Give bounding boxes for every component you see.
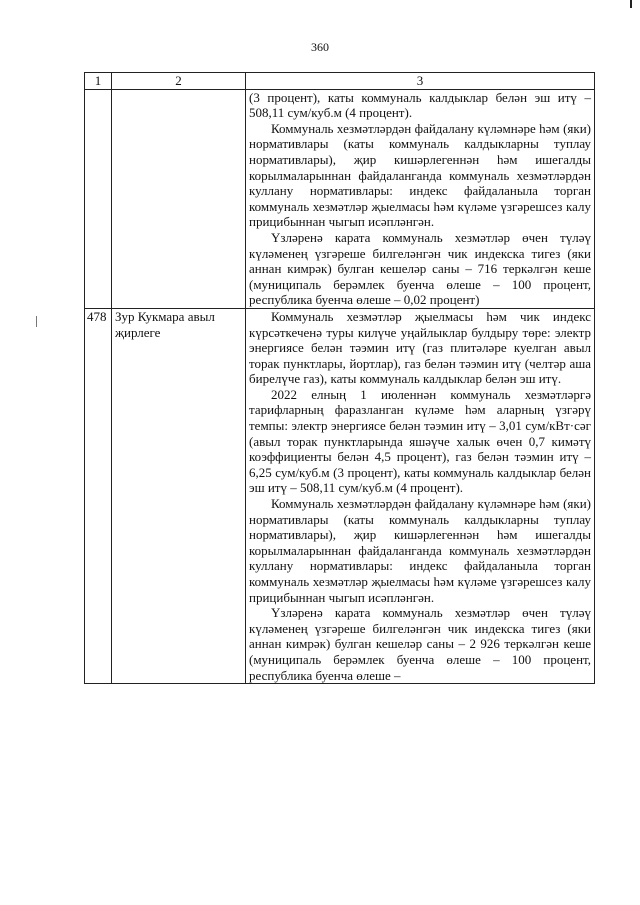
- description-paragraph: Коммуналь хезмәтләрдән файдалану күләмнәре һәм (яки) нормативлары (каты коммуналь калдыкларны туплау нормативлары), җир кишәрлегеннән һәм ишегалды корылмаларыннан файдаланганда коммуналь хезмәтләрдән куллану нормативлары: индекс файдаланыла торган коммуналь хезмәтләр җыелмасы һәм күләме үзгәрешсез калу прицибыннан чыгып исәпләнгән.: [249, 120, 591, 230]
- description-paragraph: (3 процент), каты коммуналь калдыклар белән эш итү – 508,11 сум/куб.м (4 процент).: [249, 89, 591, 121]
- column-header-2: 2: [112, 73, 246, 90]
- settlement-name-cell: [112, 89, 246, 308]
- table-row: [85, 308, 595, 683]
- description-cell: [246, 89, 595, 308]
- description-paragraph: Коммуналь хезмәтләрдән файдалану күләмнәре һәм (яки) нормативлары (каты коммуналь калдыкларны туплау нормативлары), җир кишәрлегеннән һәм ишегалды корылмаларыннан файдаланганда коммуналь хезмәтләрдән куллану нормативлары: индекс файдаланыла торган коммуналь хезмәтләр җыелмасы һәм күләме үзгәрешсез калу прицибыннан чыгып исәпләнгән.: [249, 496, 591, 605]
- description-paragraph: Үзләренә карата коммуналь хезмәтләр өчен түләү күләменең үзгәреше билгеләнгән чик индекска тигез (яки аннан кимрәк) булган кешеләр саны – 2 926 теркәлгән кеше (муниципаль берәмлек буенча өлеше – 100 процент, республика буенча өлеше –: [249, 605, 591, 683]
- document-table: [84, 72, 595, 684]
- description-paragraph: Үзләренә карата коммуналь хезмәтләр өчен түләү күләменең үзгәреше билгеләнгән чик индекска тигез (яки аннан кимрәк) булган кешеләр саны – 716 теркәлгән кеше (муниципаль берәмлек буенча өлеше – 100 процент, республика буенча өлеше – 0,02 процент): [249, 229, 591, 308]
- table-header-row: [85, 73, 595, 90]
- description-paragraph: Коммуналь хезмәтләр җыелмасы һәм чик индекс күрсәткеченә туры килүче уңайлыклар булдыру төре: электр энергиясе белән тәэмин итү (газ плитәләре куелган авыл торак пунктлары, йортлар), газ белән тәэмин итү (челтәр аша бирелүче газ), каты коммуналь калдыклар белән эш итү.: [249, 308, 591, 387]
- settlement-name-cell: Зур Кукмара авыл җирлеге: [112, 308, 246, 683]
- description-paragraph: 2022 елның 1 июленнән коммуналь хезмәтләргә тарифларның фаразланган күләме һәм аларның үзгәрү темпы: электр энергиясе белән тәэмин итү – 3,01 сум/кВт·сәг (авыл торак пунктларында яшәүче халык өчен 0,7 кимәтү коэффициенты белән 4,5 процент), газ белән тәэмин итү – 6,25 сум/куб.м (3 процент), каты коммуналь калдыклар белән эш итү – 508,11 сум/куб.м (4 процент).: [249, 386, 591, 496]
- scan-edge-mark: [630, 0, 632, 8]
- row-number-cell: 478: [85, 308, 112, 683]
- column-header-3: 3: [246, 73, 595, 90]
- row-number-cell: [85, 89, 112, 308]
- description-cell: [246, 308, 595, 683]
- column-header-1: 1: [85, 73, 112, 90]
- table-row: [85, 89, 595, 308]
- scan-margin-mark: [36, 316, 37, 327]
- page-number: 360: [311, 40, 329, 54]
